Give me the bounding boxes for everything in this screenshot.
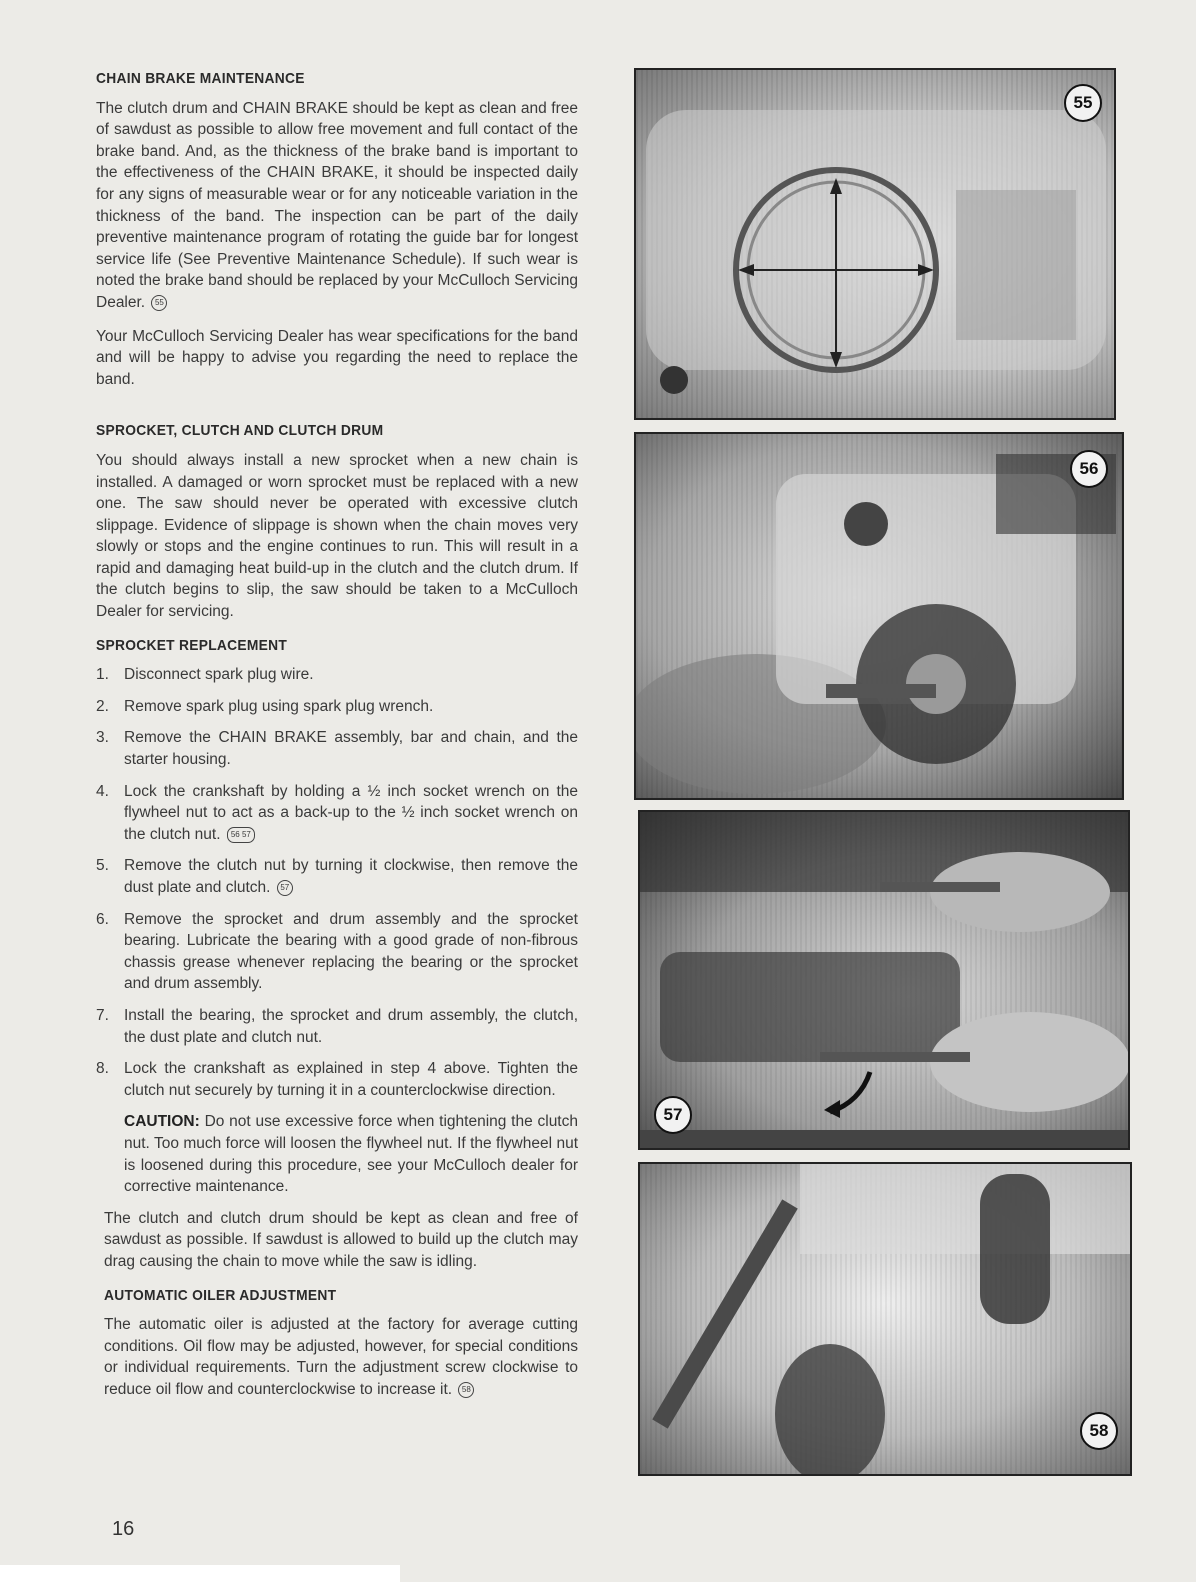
figure-ref: 56 57 xyxy=(227,827,255,843)
caution-note: CAUTION: Do not use excessive force when tightening the clutch nut. Too much force will loosen the flywheel nut. If the flywheel nut is loosened during this procedure, see your McCulloch dealer for corrective maintenance. xyxy=(124,1113,578,1196)
scan-edge-strip xyxy=(0,1565,400,1582)
saw-clutch-illustration xyxy=(636,434,1124,800)
heading-chain-brake-maintenance: CHAIN BRAKE MAINTENANCE xyxy=(96,70,305,87)
heading-automatic-oiler: AUTOMATIC OILER ADJUSTMENT xyxy=(104,1286,337,1304)
figure-badge-56: 56 xyxy=(1070,450,1108,488)
figure-58-photo xyxy=(638,1162,1132,1476)
step-item: 7. Install the bearing, the sprocket and drum assembly, the clutch, the dust plate and clutch nut. xyxy=(96,1006,578,1046)
oiler-adjustment-illustration xyxy=(640,1164,1132,1476)
heading-sprocket-clutch-drum: SPROCKET, CLUTCH AND CLUTCH DRUM xyxy=(96,422,384,440)
step-item: 3. Remove the CHAIN BRAKE assembly, bar and chain, and the starter housing. xyxy=(96,729,578,769)
figure-55-photo xyxy=(634,68,1116,420)
figure-ref: 57 xyxy=(277,880,293,896)
step-item: 6. Remove the sprocket and drum assembly and the sprocket bearing. Lubricate the bearing with a good grade of non-fibrous chassis grease whenever replacing the bearing or the sprocket and drum assembly. xyxy=(96,910,578,993)
figure-ref: 58 xyxy=(458,1382,474,1398)
paragraph-chain-brake: The clutch drum and CHAIN BRAKE should be kept as clean and free of sawdust as possible to allow free movement and full contact of the brake band. And, as the thickness of the brake band is important to the effectiveness of the CHAIN BRAKE, it should be inspected daily for any signs of measurable wear or for any noticeable variation in the thickness of the band. The inspection can be part of the daily preventive maintenance program of rotating the guide bar for longest service life (See Preventive Maintenance Schedule). If such wear is noted the brake band should be replaced by your McCulloch Servicing Dealer. 55 xyxy=(96,99,578,311)
step-item: 8. Lock the crankshaft as explained in step 4 above. Tighten the clutch nut securely by turning it in a counterclockwise direction. xyxy=(96,1060,578,1099)
figure-56-photo xyxy=(634,432,1124,800)
text-column xyxy=(96,68,578,1412)
hands-wrench-illustration xyxy=(640,812,1130,1150)
steps-list xyxy=(96,664,578,1101)
step-item: 4. Lock the crankshaft by holding a ½ inch socket wrench on the flywheel nut to act as a back-up to the ½ inch socket wrench on the clutch nut. 56 57 xyxy=(96,782,578,843)
figure-57-photo xyxy=(638,810,1130,1150)
brake-band-illustration xyxy=(636,70,1116,420)
step-item: 2. Remove spark plug using spark plug wrench. xyxy=(96,697,434,715)
paragraph-clutch-clean: The clutch and clutch drum should be kept as clean and free of sawdust as possible. If sawdust is allowed to build up the clutch may drag causing the chain to move while the saw is idling. xyxy=(104,1209,578,1270)
figure-ref: 55 xyxy=(151,295,167,311)
paragraph-sprocket-clutch: You should always install a new sprocket when a new chain is installed. A damaged or worn sprocket must be replaced with a new one. The saw should never be operated with excessive clutch slippage. Evidence of slippage is shown when the chain moves very slowly or stops and the engine continues to run. This will result in a rapid and damaging heat build-up in the clutch and the clutch drum. If the clutch begins to slip, the saw should be taken to a McCulloch Dealer for servicing. xyxy=(96,451,578,621)
figure-badge-58: 58 xyxy=(1080,1412,1118,1450)
figure-badge-55: 55 xyxy=(1064,84,1102,122)
page-number: 16 xyxy=(112,1518,135,1540)
caution-label: CAUTION: xyxy=(124,1113,200,1131)
paragraph-oiler: The automatic oiler is adjusted at the factory for average cutting conditions. Oil flow may be adjusted, however, for special conditions or individual requirements. Turn the adjustment screw clockwise to reduce oil flow and counterclockwise to increase it. 58 xyxy=(104,1316,578,1398)
step-item: 1. Disconnect spark plug wire. xyxy=(96,666,314,684)
step-item: 5. Remove the clutch nut by turning it clockwise, then remove the dust plate and clutch. 57 xyxy=(96,857,578,896)
paragraph-wear-spec: Your McCulloch Servicing Dealer has wear specifications for the band and will be happy to advise you regarding the need to replace the band. xyxy=(96,327,578,388)
heading-sprocket-replacement: SPROCKET REPLACEMENT xyxy=(96,636,288,654)
figure-badge-57: 57 xyxy=(654,1096,692,1134)
